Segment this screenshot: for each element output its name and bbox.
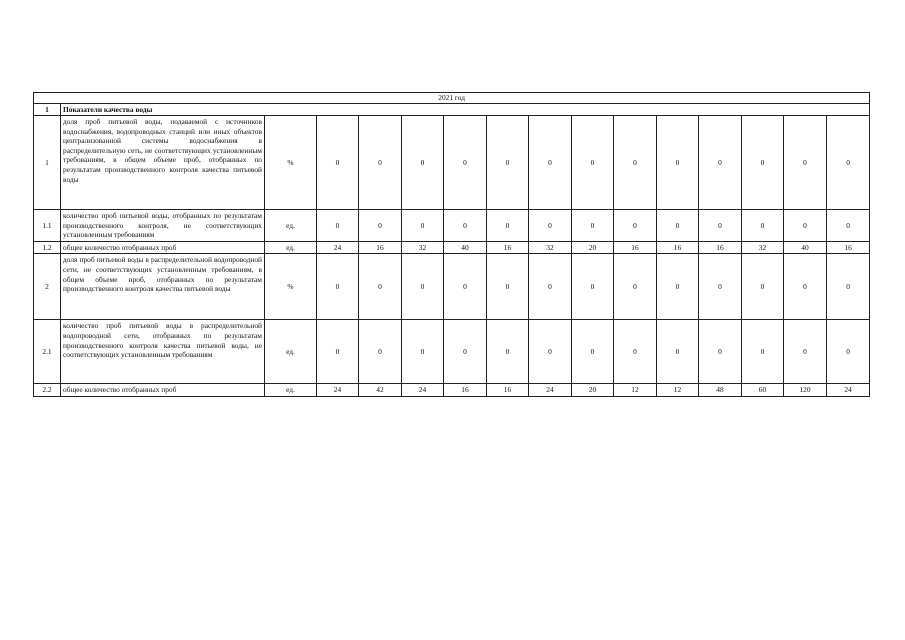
value-cell: 0 bbox=[402, 320, 444, 384]
value-cell: 20 bbox=[572, 241, 614, 254]
section-number: 1 bbox=[34, 104, 61, 116]
value-cell: 60 bbox=[742, 384, 784, 397]
row-number: 1.2 bbox=[34, 241, 61, 254]
value-cell: 0 bbox=[614, 320, 657, 384]
value-cell: 0 bbox=[614, 210, 657, 242]
value-cell: 40 bbox=[784, 241, 827, 254]
row-number: 1.1 bbox=[34, 210, 61, 242]
value-cell: 0 bbox=[699, 210, 742, 242]
water-quality-table bbox=[33, 92, 870, 397]
value-cell: 16 bbox=[444, 384, 487, 397]
value-cell: 0 bbox=[827, 320, 870, 384]
value-cell: 0 bbox=[529, 254, 572, 320]
value-cell: 12 bbox=[657, 384, 699, 397]
value-cell: 0 bbox=[359, 254, 402, 320]
value-cell: 16 bbox=[657, 241, 699, 254]
value-cell: 0 bbox=[444, 254, 487, 320]
value-cell: 0 bbox=[572, 320, 614, 384]
value-cell: 16 bbox=[487, 241, 529, 254]
value-cell: 0 bbox=[827, 254, 870, 320]
table-row bbox=[34, 241, 870, 254]
table-row bbox=[34, 254, 870, 320]
value-cell: 0 bbox=[699, 320, 742, 384]
value-cell: 0 bbox=[614, 116, 657, 210]
value-cell: 24 bbox=[317, 241, 359, 254]
value-cell: 0 bbox=[742, 254, 784, 320]
value-cell: 0 bbox=[317, 254, 359, 320]
year-header: 2021 год bbox=[34, 93, 870, 104]
value-cell: 0 bbox=[657, 320, 699, 384]
row-description: количество проб питьевой воды в распределительной водопроводной сети, отобранных по результатам производственного контроля качества питьевой воды, не соответствующих установленным требованиям bbox=[61, 320, 265, 384]
value-cell: 24 bbox=[317, 384, 359, 397]
row-description: общее количество отобранных проб bbox=[61, 384, 265, 397]
value-cell: 0 bbox=[784, 254, 827, 320]
value-cell: 0 bbox=[529, 116, 572, 210]
table-row bbox=[34, 210, 870, 242]
value-cell: 0 bbox=[572, 210, 614, 242]
value-cell: 0 bbox=[572, 116, 614, 210]
value-cell: 0 bbox=[529, 210, 572, 242]
value-cell: 16 bbox=[359, 241, 402, 254]
value-cell: 0 bbox=[742, 116, 784, 210]
value-cell: 16 bbox=[827, 241, 870, 254]
row-description: доля проб питьевой воды, подаваемой с источников водоснабжения, водопроводных станций или иных объектов централизованной системы водоснабжения в распределительную сеть, не соответствующих установленным требованиям, в общем объеме проб, отобранных по результатам производственного контроля качества питьевой воды bbox=[61, 116, 265, 210]
row-number: 2.2 bbox=[34, 384, 61, 397]
value-cell: 0 bbox=[487, 116, 529, 210]
value-cell: 0 bbox=[317, 320, 359, 384]
row-number: 2 bbox=[34, 254, 61, 320]
value-cell: 32 bbox=[742, 241, 784, 254]
value-cell: 32 bbox=[402, 241, 444, 254]
value-cell: 48 bbox=[699, 384, 742, 397]
row-description: доля проб питьевой воды в распределительной водопроводной сети, не соответствующих установленным требованиям, в общем объеме проб, отобранных по результатам производственного контроля качества питьевой воды bbox=[61, 254, 265, 320]
value-cell: 24 bbox=[827, 384, 870, 397]
value-cell: 16 bbox=[487, 384, 529, 397]
value-cell: 40 bbox=[444, 241, 487, 254]
value-cell: 16 bbox=[614, 241, 657, 254]
table-row bbox=[34, 116, 870, 210]
value-cell: 0 bbox=[402, 210, 444, 242]
value-cell: 0 bbox=[487, 320, 529, 384]
value-cell: 0 bbox=[402, 116, 444, 210]
row-unit: % bbox=[265, 254, 317, 320]
value-cell: 0 bbox=[317, 210, 359, 242]
value-cell: 42 bbox=[359, 384, 402, 397]
row-unit: % bbox=[265, 116, 317, 210]
value-cell: 0 bbox=[444, 116, 487, 210]
value-cell: 0 bbox=[784, 116, 827, 210]
value-cell: 0 bbox=[784, 210, 827, 242]
value-cell: 0 bbox=[487, 210, 529, 242]
row-number: 1 bbox=[34, 116, 61, 210]
row-unit: ед. bbox=[265, 210, 317, 242]
value-cell: 0 bbox=[444, 210, 487, 242]
row-unit: ед. bbox=[265, 384, 317, 397]
value-cell: 0 bbox=[827, 116, 870, 210]
year-header-row bbox=[34, 93, 870, 104]
value-cell: 120 bbox=[784, 384, 827, 397]
value-cell: 32 bbox=[529, 241, 572, 254]
value-cell: 0 bbox=[657, 116, 699, 210]
row-unit: ед. bbox=[265, 241, 317, 254]
value-cell: 0 bbox=[359, 116, 402, 210]
value-cell: 0 bbox=[699, 254, 742, 320]
value-cell: 0 bbox=[572, 254, 614, 320]
section-header-row bbox=[34, 104, 870, 116]
value-cell: 0 bbox=[317, 116, 359, 210]
value-cell: 24 bbox=[402, 384, 444, 397]
value-cell: 0 bbox=[784, 320, 827, 384]
value-cell: 20 bbox=[572, 384, 614, 397]
row-number: 2.1 bbox=[34, 320, 61, 384]
value-cell: 0 bbox=[359, 210, 402, 242]
value-cell: 0 bbox=[487, 254, 529, 320]
row-unit: ед. bbox=[265, 320, 317, 384]
table-row bbox=[34, 320, 870, 384]
value-cell: 0 bbox=[742, 210, 784, 242]
row-description: количество проб питьевой воды, отобранных по результатам производственного контроля, не соответствующих установленным требованиям bbox=[61, 210, 265, 242]
value-cell: 24 bbox=[529, 384, 572, 397]
value-cell: 0 bbox=[699, 116, 742, 210]
row-description: общее количество отобранных проб bbox=[61, 241, 265, 254]
value-cell: 0 bbox=[402, 254, 444, 320]
value-cell: 0 bbox=[742, 320, 784, 384]
section-title: Показатели качества воды bbox=[61, 104, 870, 116]
value-cell: 0 bbox=[614, 254, 657, 320]
value-cell: 0 bbox=[657, 254, 699, 320]
value-cell: 0 bbox=[529, 320, 572, 384]
value-cell: 12 bbox=[614, 384, 657, 397]
value-cell: 0 bbox=[827, 210, 870, 242]
value-cell: 0 bbox=[657, 210, 699, 242]
value-cell: 0 bbox=[359, 320, 402, 384]
value-cell: 16 bbox=[699, 241, 742, 254]
table-row bbox=[34, 384, 870, 397]
value-cell: 0 bbox=[444, 320, 487, 384]
